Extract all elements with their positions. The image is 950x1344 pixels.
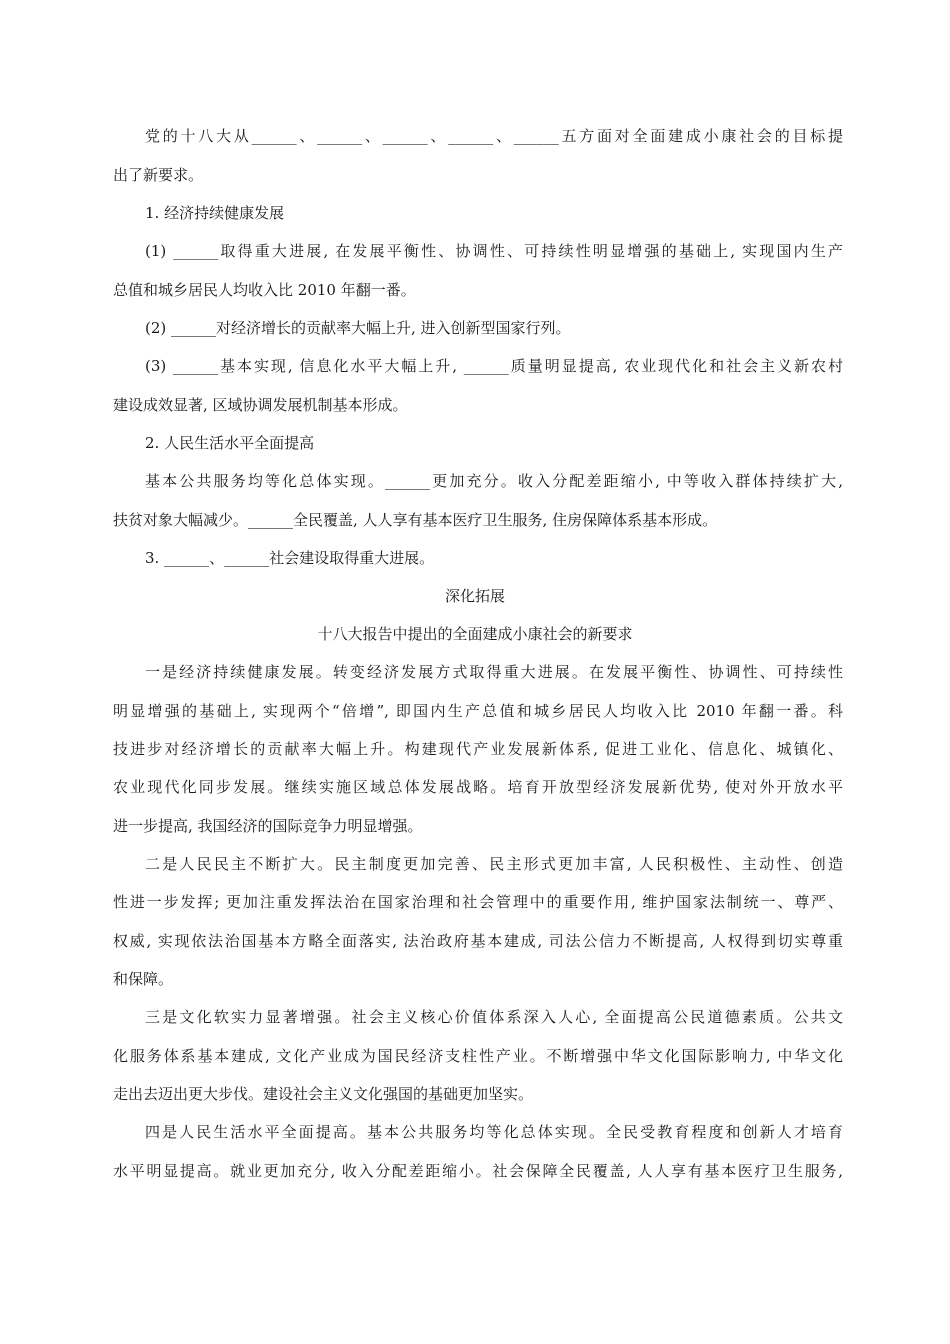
- para3-line-1: 三是文化软实力显著增强。社会主义核心价值体系深入人心, 全面提高公民道德素质。公共文: [145, 1008, 843, 1026]
- para3-line-3: 走出去迈出更大步伐。建设社会主义文化强国的基础更加坚实。: [113, 1085, 534, 1103]
- economy-item-1-line-2: 总值和城乡居民人均收入比 2010 年翻一番。: [113, 281, 416, 299]
- para1-line-3: 技进步对经济增长的贡献率大幅上升。构建现代产业发展新体系, 促进工业化、信息化、城镇化、: [113, 740, 843, 758]
- heading-economy: 1. 经济持续健康发展: [145, 204, 285, 222]
- economy-item-2: (2) ______对经济增长的贡献率大幅上升, 进入创新型国家行列。: [145, 319, 571, 337]
- intro-line-1: 党的十八大从______、______、______、______、______五方面对全面建成小康社会的目标提: [145, 127, 843, 145]
- section-title: 深化拓展: [444, 587, 505, 605]
- heading-living-standard: 2. 人民生活水平全面提高: [145, 434, 315, 452]
- para3-line-2: 化服务体系基本建成, 文化产业成为国民经济支柱性产业。不断增强中华文化国际影响力, 中华文化: [113, 1047, 843, 1065]
- heading-social: 3. ______、______社会建设取得重大进展。: [145, 549, 435, 567]
- economy-item-3-line-2: 建设成效显著, 区域协调发展机制基本形成。: [113, 396, 408, 414]
- para2-line-4: 和保障。: [113, 970, 174, 988]
- living-line-2: 扶贫对象大幅减少。______全民覆盖, 人人享有基本医疗卫生服务, 住房保障体系基本形成。: [113, 511, 718, 529]
- para2-line-2: 性进一步发挥; 更加注重发挥法治在国家治理和社会管理中的重要作用, 维护国家法制统一、尊严、: [113, 893, 843, 911]
- para1-line-2: 明显增强的基础上, 实现两个“倍增”, 即国内生产总值和城乡居民人均收入比 2010 年翻一番。科: [113, 702, 843, 720]
- economy-item-1-line-1: (1) ______取得重大进展, 在发展平衡性、协调性、可持续性明显增强的基础上, 实现国内生产: [145, 242, 843, 260]
- section-subtitle: 十八大报告中提出的全面建成小康社会的新要求: [317, 625, 633, 643]
- economy-item-3-line-1: (3) ______基本实现, 信息化水平大幅上升, ______质量明显提高, 农业现代化和社会主义新农村: [145, 357, 843, 375]
- para2-line-3: 权威, 实现依法治国基本方略全面落实, 法治政府基本建成, 司法公信力不断提高, 人权得到切实尊重: [113, 932, 843, 950]
- para2-line-1: 二是人民民主不断扩大。民主制度更加完善、民主形式更加丰富, 人民积极性、主动性、创造: [145, 855, 843, 873]
- living-line-1: 基本公共服务均等化总体实现。______更加充分。收入分配差距缩小, 中等收入群体持续扩大,: [145, 472, 843, 490]
- para1-line-4: 农业现代化同步发展。继续实施区域总体发展战略。培育开放型经济发展新优势, 使对外开放水平: [113, 778, 843, 796]
- para1-line-1: 一是经济持续健康发展。转变经济发展方式取得重大进展。在发展平衡性、协调性、可持续性: [145, 663, 843, 681]
- intro-line-2: 出了新要求。: [113, 166, 204, 184]
- para4-line-2: 水平明显提高。就业更加充分, 收入分配差距缩小。社会保障全民覆盖, 人人享有基本医疗卫生服务,: [113, 1162, 843, 1180]
- para4-line-1: 四是人民生活水平全面提高。基本公共服务均等化总体实现。全民受教育程度和创新人才培育: [145, 1123, 843, 1141]
- para1-line-5: 进一步提高, 我国经济的国际竞争力明显增强。: [113, 817, 423, 835]
